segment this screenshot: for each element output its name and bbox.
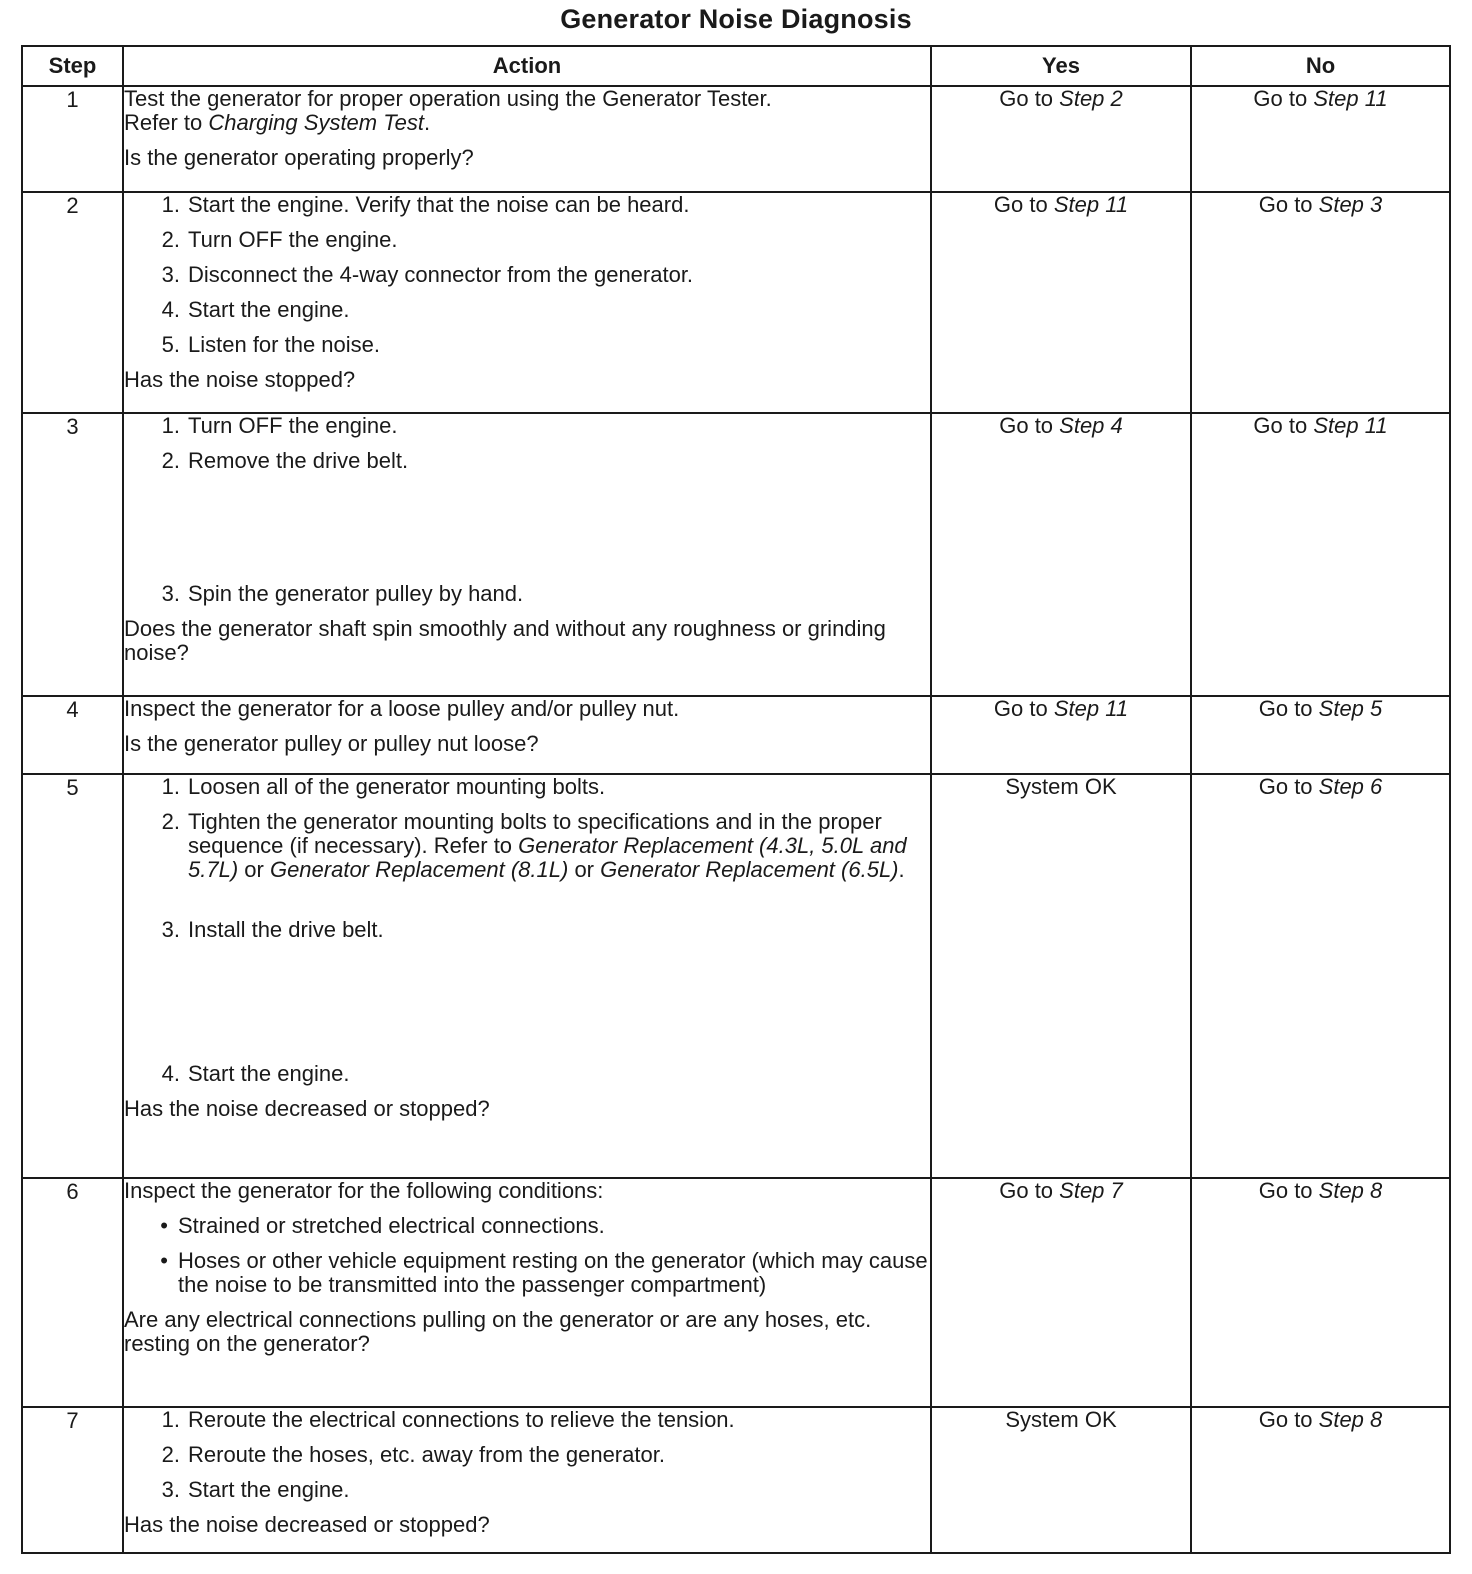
- no-cell: Go to Step 11: [1191, 413, 1450, 696]
- step-reference: Step 4: [1059, 413, 1123, 438]
- action-cell: [123, 696, 931, 774]
- header-no: No: [1191, 46, 1450, 86]
- action-cell: [123, 774, 931, 1178]
- table-header-row: [22, 46, 1450, 86]
- list-item: 1. Loosen all of the generator mounting bolts.: [161, 774, 606, 799]
- step-reference: Step 2: [1059, 86, 1123, 111]
- list-item: 3. Install the drive belt.: [161, 917, 384, 942]
- action-cell: [123, 192, 931, 413]
- table-row: [22, 1178, 1450, 1407]
- list-item: 1. Start the engine. Verify that the noise can be heard.: [161, 192, 690, 217]
- table-row: [22, 696, 1450, 774]
- action-cell: [123, 1407, 931, 1553]
- no-cell: Go to Step 11: [1191, 86, 1450, 192]
- reference-link: Charging System Test: [208, 110, 424, 135]
- list-item: 2. Tighten the generator mounting bolts to specifications and in the proper sequence (if necessary). Refer to Generator Replacement (4.3L, 5.0L and 5.7L) or Generator Replacement (8.1L) or Generator Replacement (6.5L).: [161, 809, 907, 882]
- yes-cell: Go to Step 7: [931, 1178, 1191, 1407]
- list-item: 1. Reroute the electrical connections to relieve the tension.: [161, 1407, 735, 1432]
- table-row: [22, 1407, 1450, 1553]
- no-cell: Go to Step 5: [1191, 696, 1450, 774]
- list-item: 2. Remove the drive belt.: [161, 448, 409, 473]
- step-number: 4: [22, 696, 123, 774]
- list-item: 4. Start the engine.: [161, 297, 350, 322]
- list-item: 1. Turn OFF the engine.: [161, 413, 398, 438]
- step-reference: Step 11: [1053, 192, 1129, 217]
- yes-cell: Go to Step 11: [931, 192, 1191, 413]
- step-reference: Step 3: [1318, 192, 1383, 217]
- step-reference: Step 5: [1318, 696, 1383, 721]
- reference-link: Generator Replacement (4.3L, 5.0L and 5.7L): [188, 833, 907, 882]
- yes-cell: Go to Step 2: [931, 86, 1191, 192]
- list-item: 3. Spin the generator pulley by hand.: [161, 581, 524, 606]
- bullet-item: • Strained or stretched electrical connections.: [160, 1213, 605, 1238]
- yes-cell: Go to Step 11: [931, 696, 1191, 774]
- yes-cell: System OK: [931, 1407, 1191, 1553]
- step-number: 1: [22, 86, 123, 192]
- header-yes: Yes: [931, 46, 1191, 86]
- list-item: 4. Start the engine.: [161, 1061, 350, 1086]
- step-number: 6: [22, 1178, 123, 1407]
- question-text: Has the noise decreased or stopped?: [124, 1096, 490, 1121]
- question-text: Is the generator pulley or pulley nut loose?: [124, 731, 539, 756]
- no-cell: Go to Step 8: [1191, 1178, 1450, 1407]
- question-text: Is the generator operating properly?: [124, 145, 474, 170]
- step-reference: Step 11: [1313, 413, 1388, 438]
- no-cell: Go to Step 6: [1191, 774, 1450, 1178]
- step-reference: Step 8: [1318, 1407, 1383, 1432]
- table-row: [22, 86, 1450, 192]
- action-text: Inspect the generator for a loose pulley and/or pulley nut.: [124, 696, 680, 721]
- action-text: Test the generator for proper operation using the Generator Tester.: [124, 86, 772, 111]
- yes-cell: Go to Step 4: [931, 413, 1191, 696]
- action-cell: [123, 1178, 931, 1407]
- list-item: 3. Disconnect the 4-way connector from the generator.: [161, 262, 694, 287]
- action-text: Inspect the generator for the following conditions:: [124, 1178, 604, 1203]
- question-text: Are any electrical connections pulling on the generator or are any hoses, etc. resting on the generator?: [124, 1307, 872, 1356]
- list-item: 5. Listen for the noise.: [161, 332, 381, 357]
- no-cell: Go to Step 8: [1191, 1407, 1450, 1553]
- step-reference: Step 6: [1318, 774, 1383, 799]
- no-cell: Go to Step 3: [1191, 192, 1450, 413]
- action-cell: [123, 413, 931, 696]
- yes-cell: System OK: [931, 774, 1191, 1178]
- action-cell: [123, 86, 931, 192]
- list-item: 2. Reroute the hoses, etc. away from the generator.: [161, 1442, 665, 1467]
- list-item: 2. Turn OFF the engine.: [161, 227, 398, 252]
- step-reference: Step 11: [1313, 86, 1388, 111]
- reference-link: Generator Replacement (6.5L): [600, 857, 899, 882]
- table-row: [22, 413, 1450, 696]
- diagnosis-table: [21, 45, 1451, 1554]
- list-item: 3. Start the engine.: [161, 1477, 350, 1502]
- step-reference: Step 7: [1059, 1178, 1123, 1203]
- question-text: Has the noise decreased or stopped?: [124, 1512, 490, 1537]
- step-reference: Step 11: [1053, 696, 1129, 721]
- step-number: 2: [22, 192, 123, 413]
- header-step: Step: [22, 46, 123, 86]
- document-title: Generator Noise Diagnosis: [560, 4, 912, 34]
- header-action: Action: [123, 46, 931, 86]
- reference-link: Generator Replacement (8.1L): [269, 857, 569, 882]
- action-text: Refer to Charging System Test.: [124, 110, 431, 135]
- step-number: 5: [22, 774, 123, 1178]
- table-row: [22, 192, 1450, 413]
- step-number: 3: [22, 413, 123, 696]
- table-row: [22, 774, 1450, 1178]
- question-text: Has the noise stopped?: [124, 367, 356, 392]
- step-reference: Step 8: [1318, 1178, 1383, 1203]
- step-number: 7: [22, 1407, 123, 1553]
- bullet-item: • Hoses or other vehicle equipment resting on the generator (which may cause the noise to be transmitted into the passenger compartment): [160, 1248, 928, 1297]
- question-text: Does the generator shaft spin smoothly and without any roughness or grinding noise?: [124, 616, 886, 665]
